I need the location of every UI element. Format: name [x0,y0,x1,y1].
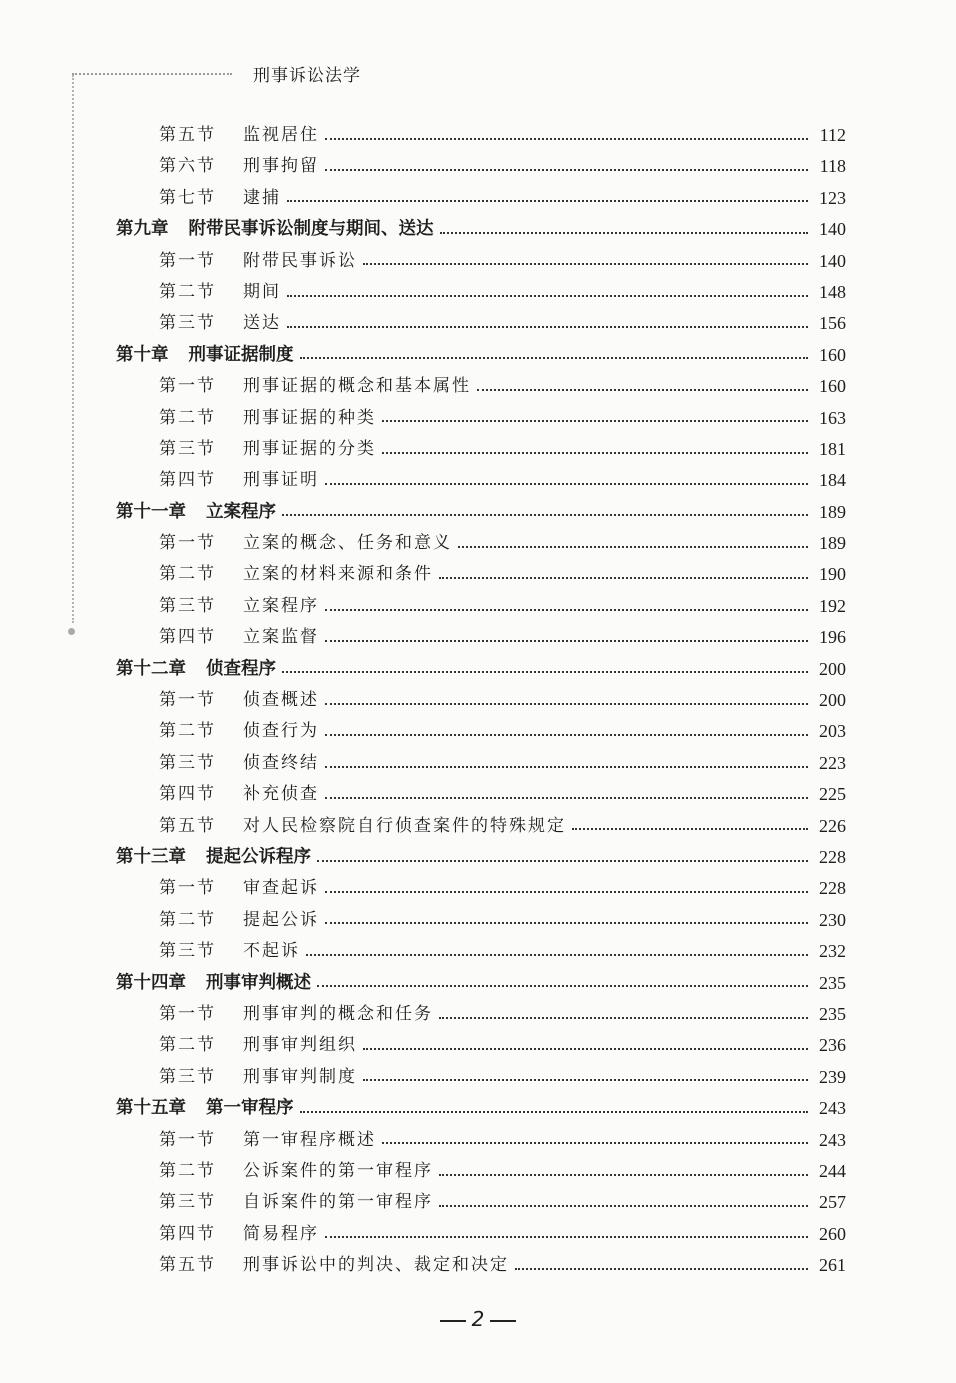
page-ref: 236 [819,1035,846,1056]
toc-section-entry[interactable] [116,685,846,716]
dot-leader [515,1268,808,1270]
page-ref: 261 [819,1255,846,1276]
section-number: 第三节 [159,1066,216,1087]
page-ref: 225 [819,784,846,805]
section-number: 第一节 [159,250,216,271]
section-title: 期间 [243,281,281,302]
dot-leader [287,326,808,328]
chapter-number: 第九章 [116,219,169,240]
section-number: 第三节 [159,595,216,616]
page-ref: 192 [819,595,846,616]
dot-leader [300,1111,809,1113]
section-title: 立案监督 [243,627,319,648]
page-ref: 118 [819,156,846,177]
section-title: 逮捕 [243,187,281,208]
toc-section-entry[interactable] [116,779,846,810]
section-title: 审查起诉 [243,878,319,899]
toc-chapter-entry[interactable] [116,214,846,245]
page-ref: 189 [819,533,846,554]
toc-chapter-entry[interactable] [116,340,846,371]
toc-section-entry[interactable] [116,371,846,402]
page-ref: 228 [819,846,846,867]
section-title: 刑事审判的概念和任务 [243,1003,433,1024]
toc-section-entry[interactable] [116,936,846,967]
page-ref: 196 [819,627,846,648]
section-title: 侦查行为 [243,721,319,742]
section-number: 第一节 [159,690,216,711]
page-ref: 235 [819,1003,846,1024]
section-number: 第一节 [159,1003,216,1024]
page-ref: 260 [819,1223,846,1244]
dot-leader [325,766,808,768]
page-ref: 184 [819,470,846,491]
toc-section-entry[interactable] [116,120,846,151]
table-of-contents [116,120,846,1281]
dot-leader [439,1017,808,1019]
toc-section-entry[interactable] [116,622,846,653]
dot-leader [363,263,808,265]
toc-section-entry[interactable] [116,528,846,559]
dot-leader [572,828,808,830]
dot-leader [282,514,808,516]
section-number: 第三节 [159,438,216,459]
dot-leader [325,138,808,140]
toc-chapter-entry[interactable] [116,654,846,685]
dot-leader [382,420,808,422]
toc-chapter-entry[interactable] [116,842,846,873]
section-number: 第七节 [159,187,216,208]
section-number: 第一节 [159,376,216,397]
page-ref: 123 [819,187,846,208]
dot-leader [325,1236,808,1238]
section-title: 侦查终结 [243,752,319,773]
footer-dash-left [440,1320,466,1322]
page-footer [0,1307,956,1331]
toc-section-entry[interactable] [116,1156,846,1187]
dot-leader [317,985,808,987]
page-ref: 163 [819,407,846,428]
page-ref: 203 [819,721,846,742]
page-ref: 181 [819,438,846,459]
toc-section-entry[interactable] [116,465,846,496]
section-number: 第五节 [159,125,216,145]
dot-leader [458,546,808,548]
footer-dash-right [490,1320,516,1322]
section-number: 第五节 [159,815,216,836]
dot-leader [306,954,808,956]
section-title: 送达 [243,313,281,334]
section-title: 刑事证据的概念和基本属性 [243,376,471,397]
toc-section-entry[interactable] [116,591,846,622]
section-number: 第二节 [159,721,216,742]
dot-leader [325,922,808,924]
section-title: 刑事拘留 [243,156,319,177]
dot-leader [382,1142,808,1144]
toc-section-entry[interactable] [116,1187,846,1218]
toc-section-entry[interactable] [116,716,846,747]
section-title: 立案的材料来源和条件 [243,564,433,585]
section-number: 第二节 [159,564,216,585]
chapter-title: 附带民事诉讼制度与期间、送达 [188,219,434,240]
section-number: 第二节 [159,281,216,302]
page-ref: 223 [819,752,846,773]
section-number: 第四节 [159,627,216,648]
section-number: 第四节 [159,784,216,805]
page-ref: 232 [819,941,846,962]
section-title: 公诉案件的第一审程序 [243,1160,433,1181]
section-title: 立案程序 [243,595,319,616]
section-number: 第一节 [159,1129,216,1150]
chapter-number: 第十四章 [116,972,186,993]
toc-section-entry[interactable] [116,277,846,308]
section-title: 刑事审判组织 [243,1035,357,1056]
section-title: 不起诉 [243,941,300,962]
toc-section-entry[interactable] [116,246,846,277]
section-title: 侦查概述 [243,690,319,711]
section-number: 第三节 [159,313,216,334]
dot-leader [325,609,808,611]
page-ref: 243 [819,1098,846,1119]
toc-chapter-entry[interactable] [116,497,846,528]
chapter-title: 刑事证据制度 [188,344,294,365]
section-number: 第三节 [159,1192,216,1213]
toc-section-entry[interactable] [116,1030,846,1061]
page-ref: 140 [819,219,846,240]
section-title: 刑事诉讼中的判决、裁定和决定 [243,1255,509,1276]
page-ref: 160 [819,344,846,365]
page-ref: 112 [819,125,846,145]
dot-leader [325,891,808,893]
dot-leader [439,1174,808,1176]
dot-leader [317,860,808,862]
page-ref: 200 [819,690,846,711]
chapter-number: 第十二章 [116,658,186,679]
page-ref: 239 [819,1066,846,1087]
dot-leader [439,577,808,579]
dot-leader [287,200,808,202]
toc-section-entry[interactable] [116,559,846,590]
toc-section-entry[interactable] [116,403,846,434]
running-header-title: 刑事诉讼法学 [253,66,361,86]
toc-section-entry[interactable] [116,873,846,904]
page-ref: 243 [819,1129,846,1150]
section-number: 第二节 [159,1160,216,1181]
section-number: 第二节 [159,909,216,930]
page-ref: 257 [819,1192,846,1213]
page-ref: 160 [819,376,846,397]
dot-leader [325,734,808,736]
page-ref: 190 [819,564,846,585]
toc-chapter-entry[interactable] [116,1093,846,1124]
dot-leader [282,671,808,673]
chapter-title: 立案程序 [206,501,276,522]
header-dotted-rule [72,73,232,75]
chapter-title: 提起公诉程序 [206,846,311,867]
toc-section-entry[interactable] [116,1219,846,1250]
section-title: 刑事证明 [243,470,319,491]
chapter-title: 第一审程序 [206,1098,294,1119]
dot-leader [382,452,808,454]
page-ref: 230 [819,909,846,930]
section-number: 第三节 [159,941,216,962]
dot-leader [439,1205,808,1207]
dot-leader [325,169,808,171]
page-ref: 189 [819,501,846,522]
toc-chapter-entry[interactable] [116,968,846,999]
section-title: 自诉案件的第一审程序 [243,1192,433,1213]
section-number: 第一节 [159,533,216,554]
dot-leader [325,703,808,705]
page-ref: 200 [819,658,846,679]
page-ref: 226 [819,815,846,836]
chapter-number: 第十章 [116,344,169,365]
dot-leader [325,640,808,642]
section-title: 立案的概念、任务和意义 [243,533,452,554]
toc-section-entry[interactable] [116,1125,846,1156]
page-ref: 228 [819,878,846,899]
section-title: 附带民事诉讼 [243,250,357,271]
chapter-number: 第十三章 [116,846,186,867]
dot-leader [363,1048,808,1050]
section-number: 第二节 [159,1035,216,1056]
section-title: 刑事证据的分类 [243,438,376,459]
section-number: 第四节 [159,470,216,491]
section-number: 第四节 [159,1223,216,1244]
dot-leader [325,483,808,485]
dot-leader [300,357,809,359]
toc-section-entry[interactable] [116,151,846,182]
toc-section-entry[interactable] [116,308,846,339]
toc-section-entry[interactable] [116,905,846,936]
section-title: 对人民检察院自行侦查案件的特殊规定 [243,815,566,836]
page-ref: 140 [819,250,846,271]
page-number: 2 [471,1307,485,1331]
page-ref: 244 [819,1160,846,1181]
dot-leader [440,232,809,234]
toc-section-entry[interactable] [116,1250,846,1281]
toc-section-entry[interactable] [116,748,846,779]
dot-leader [287,295,808,297]
dot-leader [477,389,808,391]
toc-section-entry[interactable] [116,999,846,1030]
section-title: 刑事审判制度 [243,1066,357,1087]
dot-leader [363,1079,808,1081]
chapter-number: 第十一章 [116,501,186,522]
section-title: 刑事证据的种类 [243,407,376,428]
chapter-title: 刑事审判概述 [206,972,311,993]
section-title: 提起公诉 [243,909,319,930]
toc-section-entry[interactable] [116,434,846,465]
toc-section-entry[interactable] [116,811,846,842]
margin-dotted-rule [72,75,74,623]
section-title: 监视居住 [243,125,319,145]
toc-section-entry[interactable] [116,183,846,214]
margin-bullet [68,628,75,635]
section-number: 第一节 [159,878,216,899]
chapter-title: 侦查程序 [206,658,276,679]
section-number: 第六节 [159,156,216,177]
section-number: 第二节 [159,407,216,428]
page-ref: 156 [819,313,846,334]
section-title: 简易程序 [243,1223,319,1244]
chapter-number: 第十五章 [116,1098,186,1119]
page-ref: 148 [819,281,846,302]
section-title: 第一审程序概述 [243,1129,376,1150]
section-title: 补充侦查 [243,784,319,805]
section-number: 第三节 [159,752,216,773]
dot-leader [325,797,808,799]
page-ref: 235 [819,972,846,993]
section-number: 第五节 [159,1255,216,1276]
toc-section-entry[interactable] [116,1062,846,1093]
